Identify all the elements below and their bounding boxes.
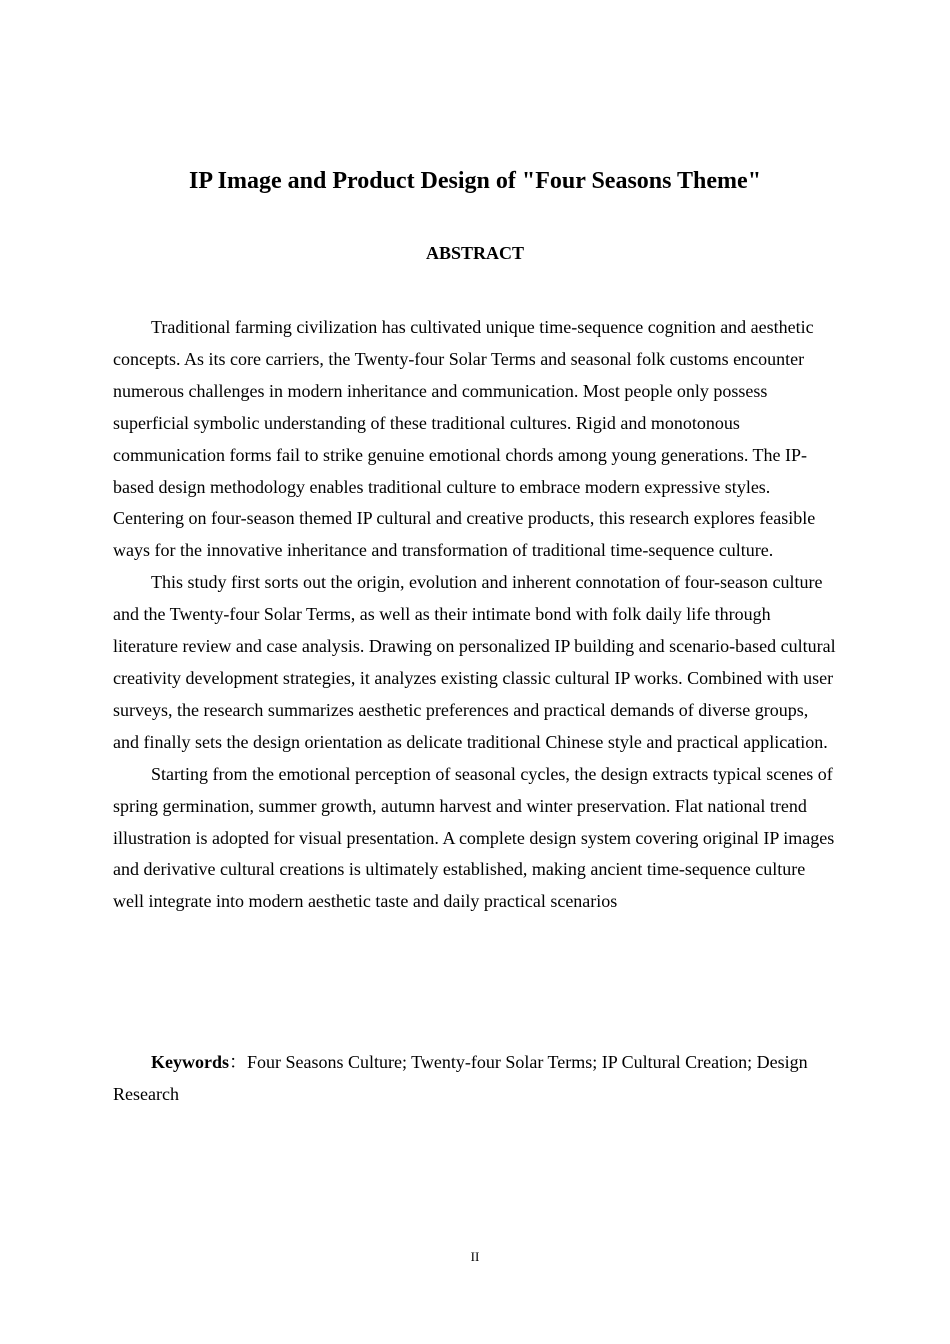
- keywords-line: [113, 1046, 837, 1110]
- keywords-separator: ：: [229, 1052, 247, 1072]
- abstract-body: [113, 312, 837, 918]
- abstract-paragraph-1: Traditional farming civilization has cultivated unique time-sequence cognition and aesthetic concepts. As its core carriers, the Twenty-four Solar Terms and seasonal folk customs encounter numerous challenges in modern inheritance and communication. Most people only possess superficial symbolic understanding of these traditional cultures. Rigid and monotonous communication forms fail to strike genuine emotional chords among young generations. The IP-based design methodology enables traditional culture to embrace modern expressive styles. Centering on four-season themed IP cultural and creative products, this research explores feasible ways for the innovative inheritance and transformation of traditional time-sequence culture.: [113, 317, 816, 561]
- keywords-text: Four Seasons Culture; Twenty-four Solar Terms; IP Cultural Creation; Design Research: [113, 1052, 808, 1104]
- abstract-paragraph-2: This study first sorts out the origin, evolution and inherent connotation of four-season culture and the Twenty-four Solar Terms, as well as their intimate bond with folk daily life through literature review and case analysis. Drawing on personalized IP building and scenario-based cultural creativity development strategies, it analyzes existing classic cultural IP works. Combined with user surveys, the research summarizes aesthetic preferences and practical demands of diverse groups, and finally sets the design orientation as delicate traditional Chinese style and practical application.: [113, 572, 836, 752]
- abstract-paragraph-3: Starting from the emotional perception of seasonal cycles, the design extracts typical scenes of spring germination, summer growth, autumn harvest and winter preservation. Flat national trend illustration is adopted for visual presentation. A complete design system covering original IP images and derivative cultural creations is ultimately established, making ancient time-sequence culture well integrate into modern aesthetic taste and daily practical scenarios: [113, 763, 835, 912]
- paper-title: IP Image and Product Design of "Four Seasons Theme": [188, 168, 762, 194]
- abstract-heading: ABSTRACT: [425, 243, 525, 263]
- keywords-label: Keywords: [151, 1052, 229, 1072]
- page-number: II: [470, 1249, 480, 1264]
